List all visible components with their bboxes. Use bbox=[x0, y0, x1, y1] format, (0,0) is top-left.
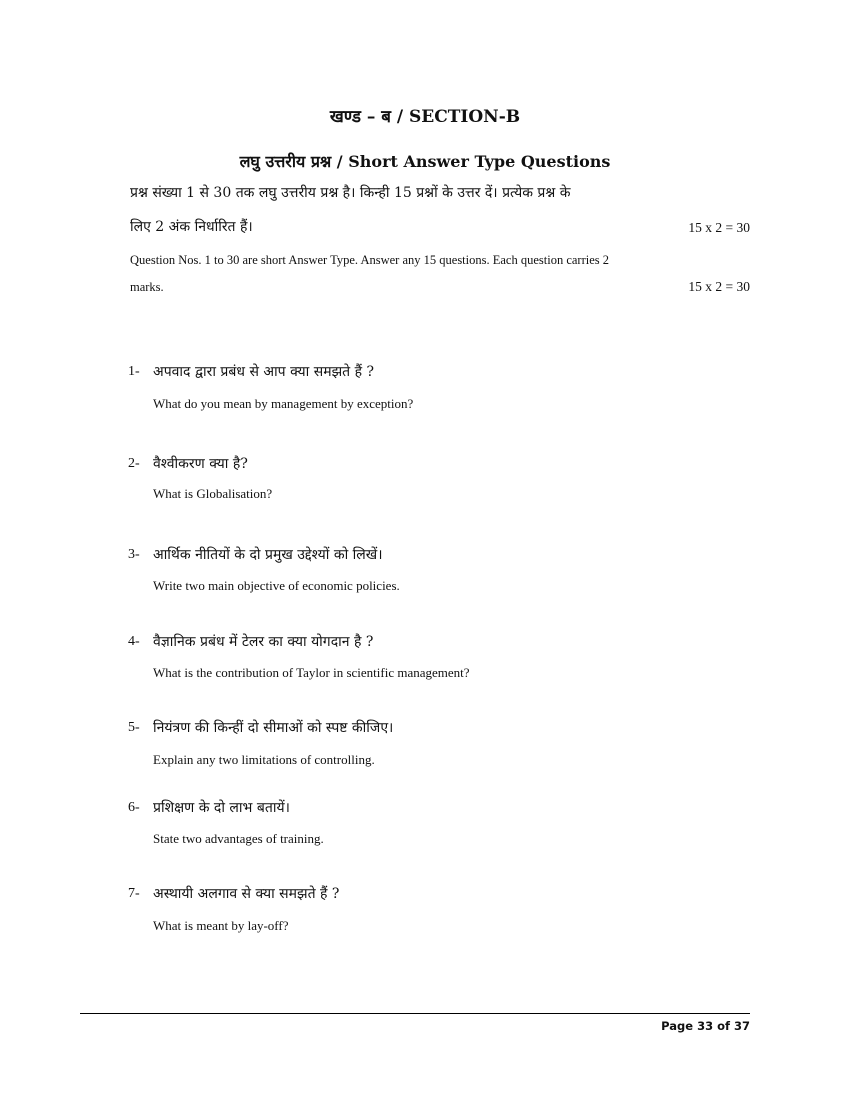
question-number: 2- bbox=[128, 456, 140, 471]
question-number: 4- bbox=[128, 634, 140, 649]
hindi-marks: 15 x 2 = 30 bbox=[688, 220, 750, 235]
footer-divider bbox=[80, 1013, 750, 1014]
question-english: What is Globalisation? bbox=[153, 486, 273, 501]
question-english: What is the contribution of Taylor in scientific management? bbox=[153, 665, 470, 680]
section-title: खण्ड – ब / SECTION-B bbox=[329, 107, 521, 127]
question-hindi: वैश्वीकरण क्या है? bbox=[153, 456, 248, 472]
question-hindi: अस्थायी अलगाव से क्या समझते हैं ? bbox=[153, 886, 340, 902]
question-english: What do you mean by management by exception? bbox=[153, 396, 414, 411]
question-hindi: अपवाद द्वारा प्रबंध से आप क्या समझते हैं ? bbox=[153, 364, 374, 380]
question-number: 7- bbox=[128, 886, 140, 901]
question-hindi: वैज्ञानिक प्रबंध में टेलर का क्या योगदान है ? bbox=[153, 634, 374, 650]
english-marks: 15 x 2 = 30 bbox=[688, 279, 750, 294]
question-english: Explain any two limitations of controlling. bbox=[153, 752, 375, 767]
page-number: Page 33 of 37 bbox=[661, 1019, 750, 1033]
question-hindi: नियंत्रण की किन्हीं दो सीमाओं को स्पष्ट कीजिए। bbox=[153, 720, 394, 736]
question-number: 6- bbox=[128, 800, 140, 815]
question-number: 5- bbox=[128, 720, 140, 735]
question-english: What is meant by lay-off? bbox=[153, 918, 289, 933]
question-number: 3- bbox=[128, 547, 140, 562]
question-hindi: प्रशिक्षण के दो लाभ बतायें। bbox=[153, 800, 290, 816]
english-instruction-line-2: marks. bbox=[130, 280, 164, 294]
section-subtitle: लघु उत्तरीय प्रश्न / Short Answer Type Questions bbox=[239, 152, 611, 171]
question-number: 1- bbox=[128, 364, 140, 379]
question-english: Write two main objective of economic policies. bbox=[153, 578, 400, 593]
question-hindi: आर्थिक नीतियों के दो प्रमुख उद्देश्यों को लिखें। bbox=[153, 547, 383, 563]
english-instruction-line-1: Question Nos. 1 to 30 are short Answer Type. Answer any 15 questions. Each question carries 2 bbox=[130, 253, 610, 267]
question-english: State two advantages of training. bbox=[153, 831, 324, 846]
hindi-instruction-line-1: प्रश्न संख्या 1 से 30 तक लघु उत्तरीय प्रश्न है। किन्ही 15 प्रश्नों के उत्तर दें। प्रत्येक प्रश्न के bbox=[130, 185, 571, 201]
hindi-instruction-line-2: लिए 2 अंक निर्धारित हैं। bbox=[130, 219, 253, 235]
